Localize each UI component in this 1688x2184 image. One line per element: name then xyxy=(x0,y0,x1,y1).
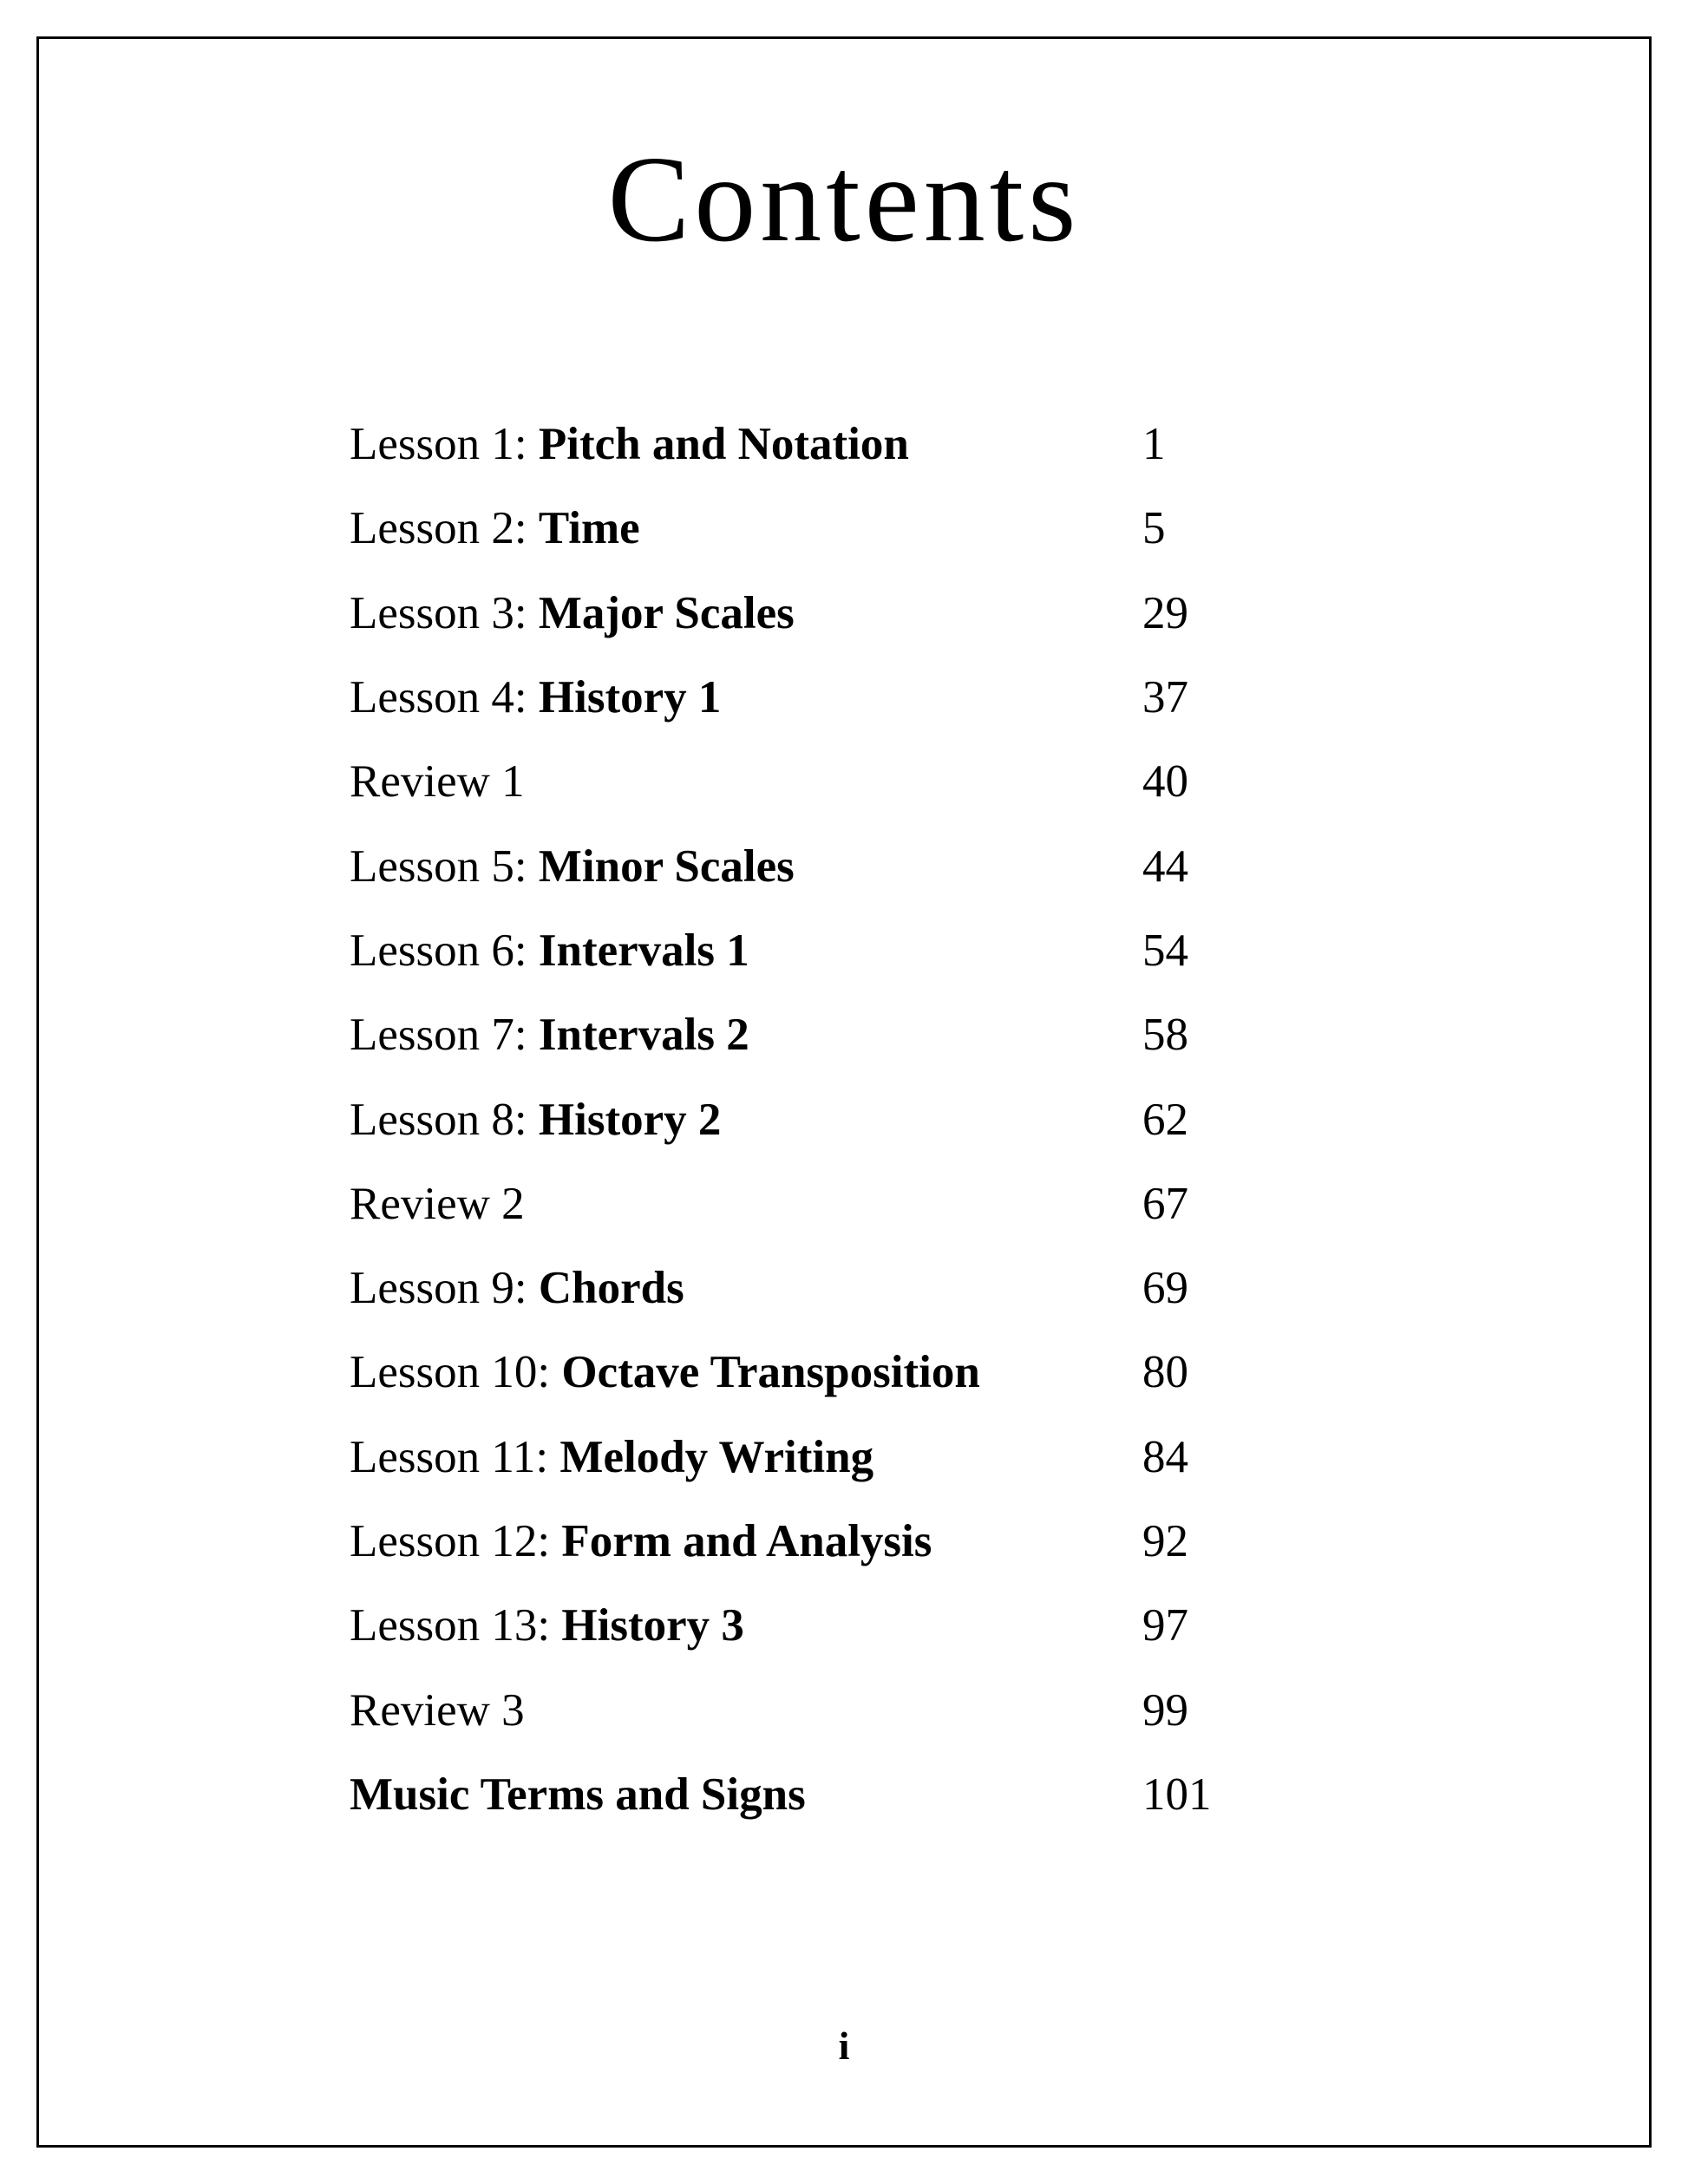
toc-entry xyxy=(350,909,1477,993)
toc-entry-title: Melody Writing xyxy=(559,1431,874,1482)
toc-entry-title: Octave Transposition xyxy=(561,1347,980,1398)
toc-entry-label xyxy=(350,1346,1142,1399)
toc-entry-title: Minor Scales xyxy=(538,840,795,892)
toc-entry-label xyxy=(350,671,1142,724)
toc-entry-prefix: Review 3 xyxy=(350,1684,525,1736)
toc-entry-page: 101 xyxy=(1142,1769,1212,1820)
toc-entry-title: History 2 xyxy=(538,1094,722,1145)
toc-entry-label xyxy=(350,1094,1142,1147)
toc-entry xyxy=(350,487,1477,571)
toc-entry xyxy=(350,1246,1477,1331)
toc-entry-title: Intervals 2 xyxy=(538,1010,749,1061)
toc-entry-page: 5 xyxy=(1142,503,1166,554)
toc-entry xyxy=(350,993,1477,1077)
toc-entry-prefix: Lesson 1: xyxy=(350,419,539,470)
toc-entry-label xyxy=(350,1009,1142,1062)
toc-entry-label xyxy=(350,1769,1142,1821)
toc-list xyxy=(350,402,1477,1837)
toc-entry-page: 1 xyxy=(1142,419,1166,470)
toc-entry xyxy=(350,1668,1477,1752)
toc-entry-title: Major Scales xyxy=(538,587,795,638)
toc-entry-prefix: Lesson 2: xyxy=(350,503,539,554)
toc-entry-title: History 1 xyxy=(538,672,722,723)
toc-entry-title: History 3 xyxy=(561,1600,744,1651)
footer-page-number: i xyxy=(838,2024,850,2068)
toc-entry xyxy=(350,1584,1477,1668)
toc-entry-label xyxy=(350,755,1142,808)
toc-entry-label xyxy=(350,587,1142,640)
toc-entry-page: 84 xyxy=(1142,1431,1188,1482)
toc-entry xyxy=(350,656,1477,740)
toc-entry-prefix: Lesson 11: xyxy=(350,1431,560,1482)
toc-entry-page: 80 xyxy=(1142,1347,1188,1398)
toc-entry-title: Music Terms and Signs xyxy=(350,1769,806,1820)
toc-entry xyxy=(350,740,1477,824)
toc-entry-prefix: Lesson 3: xyxy=(350,587,539,638)
toc-entry-label xyxy=(350,418,1142,471)
toc-entry-label xyxy=(350,1431,1142,1484)
toc-entry xyxy=(350,824,1477,908)
toc-entry-page: 58 xyxy=(1142,1010,1188,1061)
toc-entry-label xyxy=(350,1599,1142,1652)
toc-entry-label xyxy=(350,1515,1142,1568)
toc-entry-label xyxy=(350,502,1142,555)
toc-entry-prefix: Lesson 13: xyxy=(350,1600,562,1651)
toc-entry xyxy=(350,1331,1477,1415)
toc-entry-prefix: Lesson 4: xyxy=(350,672,539,723)
toc-entry-page: 67 xyxy=(1142,1178,1188,1229)
toc-entry-label xyxy=(350,840,1142,893)
toc-entry-prefix: Lesson 8: xyxy=(350,1094,539,1145)
toc-entry-page: 54 xyxy=(1142,925,1188,976)
toc-entry-page: 69 xyxy=(1142,1263,1188,1314)
toc-entry-title: Time xyxy=(538,503,640,554)
page-title: Contents xyxy=(607,130,1081,267)
toc-entry xyxy=(350,572,1477,656)
toc-entry-page: 62 xyxy=(1142,1094,1188,1145)
toc-entry xyxy=(350,1753,1477,1837)
toc-entry-prefix: Lesson 5: xyxy=(350,840,539,892)
toc-entry-page: 29 xyxy=(1142,587,1188,638)
toc-entry-label xyxy=(350,925,1142,978)
toc-entry-page: 44 xyxy=(1142,840,1188,892)
toc-entry-page: 92 xyxy=(1142,1516,1188,1567)
toc-entry-label xyxy=(350,1262,1142,1315)
toc-entry-label xyxy=(350,1178,1142,1231)
toc-entry-page: 37 xyxy=(1142,672,1188,723)
toc-entry-prefix: Lesson 7: xyxy=(350,1010,539,1061)
toc-entry-prefix: Lesson 12: xyxy=(350,1516,562,1567)
toc-entry-prefix: Review 1 xyxy=(350,756,525,808)
toc-entry-prefix: Lesson 9: xyxy=(350,1263,539,1314)
toc-entry-prefix: Review 2 xyxy=(350,1178,525,1229)
toc-entry xyxy=(350,1162,1477,1246)
toc-entry-page: 97 xyxy=(1142,1600,1188,1651)
toc-entry-title: Intervals 1 xyxy=(538,925,749,976)
toc-entry xyxy=(350,402,1477,487)
toc-entry-label xyxy=(350,1684,1142,1737)
toc-entry xyxy=(350,1416,1477,1500)
toc-entry-page: 99 xyxy=(1142,1684,1188,1736)
toc-entry xyxy=(350,1500,1477,1584)
toc-entry-title: Chords xyxy=(538,1263,684,1314)
toc-entry-prefix: Lesson 6: xyxy=(350,925,539,976)
toc-entry-page: 40 xyxy=(1142,756,1188,808)
toc-entry-title: Pitch and Notation xyxy=(538,419,909,470)
toc-entry-title: Form and Analysis xyxy=(561,1516,932,1567)
toc-entry-prefix: Lesson 10: xyxy=(350,1347,562,1398)
toc-entry xyxy=(350,1077,1477,1161)
